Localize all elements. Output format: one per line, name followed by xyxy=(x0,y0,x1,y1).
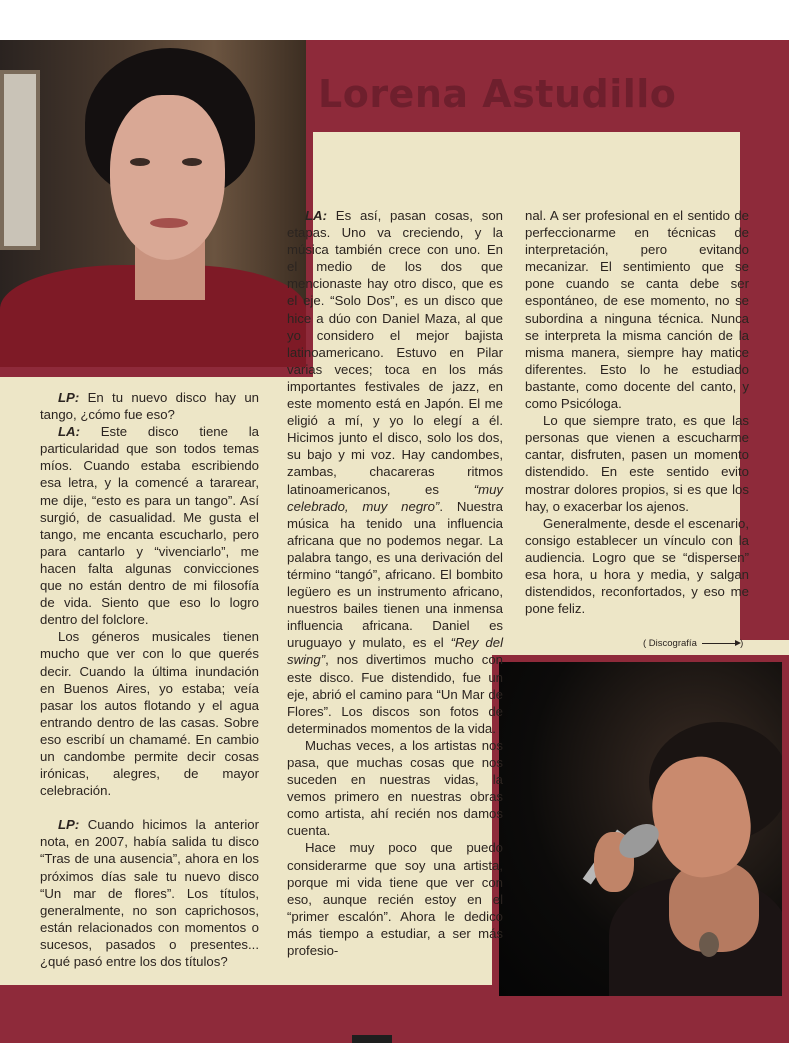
speaker-la: LA: xyxy=(58,424,80,440)
discografia-link[interactable] xyxy=(643,638,743,649)
paragraph-genres: Los géneros musicales tienen mucho que ver con lo que querés decir. Cuando la última inundación en Buenos Aires, yo estaba; veía pasar los autos flotando y el agua entrando dentro de las casas. Sobre eso escribí un chamamé. En cambio un candombe permite decir cosas irónicas, alegres, de mayor celebración. xyxy=(40,629,259,799)
paragraph-question-1 xyxy=(40,389,259,423)
paragraph-artists: Muchas veces, a los artistas nos pasa, que muchas cosas que nos suceden en nuestras vidas, la vemos primero en nuestras obras como artista, ahí recién nos damos cuenta. xyxy=(287,737,503,839)
photo-window xyxy=(0,70,40,250)
question-2-text: Cuando hicimos la anterior nota, en 2007, había salida tu disco “Tras de una ausencia”, ahora en los próximos días sale tu nuevo disco “Un mar de flores”. Los títulos, generalmente, no son caprichosos, están relacionados con momentos o sucesos, pasados o presentes... ¿qué pasó entre los dos títulos? xyxy=(40,817,259,969)
answer-2-text-3: , nos divertimos mucho con este disco. Fue distendido, fue un eje, abrió el camino para “Un Mar de Flores”. Los discos son fotos de determinados momentos de la vida. xyxy=(287,652,503,736)
paragraph-audience: Lo que siempre trato, es que las personas que vienen a escucharme cantar, disfruten, pasen un momento distendido. En este sentido evito mostrar dolores propios, si es que los hay, o exacerbar los ajenos. xyxy=(525,413,749,514)
photo-eye-right xyxy=(182,158,202,166)
photo-face xyxy=(110,95,225,260)
speaker-lp: LP: xyxy=(58,817,80,833)
singing-photo xyxy=(499,662,782,996)
text-column-2 xyxy=(287,207,503,959)
arrow-right-icon xyxy=(702,643,736,644)
text-column-3 xyxy=(525,207,749,617)
paragraph-question-2 xyxy=(40,816,259,970)
photo-eye-left xyxy=(130,158,150,166)
question-1-text: En tu nuevo disco hay un tango, ¿cómo fue eso? xyxy=(40,390,259,423)
answer-2-quote-2: “Rey del swing” xyxy=(287,635,504,668)
portrait-photo xyxy=(0,40,306,367)
text-column-1 xyxy=(40,389,259,970)
speaker-lp: LP: xyxy=(58,390,80,405)
answer-2-quote-1: “muy celebrado, muy negro” xyxy=(287,481,503,514)
paragraph-artist-self: Hace muy poco que puedo considerarme que soy una artista, porque mi vida tiene que ver con eso, aunque recién estoy en el “primer escalón”. Ahora le dedico más tiempo a estudiar, a ser más profesio- xyxy=(287,840,503,959)
answer-2-text-2: . Nuestra música ha tenido una influencia africana que no podemos negar. La palabra tango, es una derivación del término “tangó”, africano. El bombito legüero es un instrumento africano, nuestros bailes tienen una inmensa influencia africana. Daniel es uruguayo y mulato, es el xyxy=(287,498,503,651)
photo2-necklace xyxy=(699,932,719,957)
answer-2-text-1: Es así, pasan cosas, son etapas. Uno va creciendo, y la música también crece con uno. En el medio de los dos que mencionaste hay otro disco, que es el eje. “Solo Dos”, es un disco que hice a dúo con Daniel Maza, al que yo considero el mejor bajista latinoamericano. Estuvo en Pilar varias veces; toca en los más importantes festivales de jazz, en este momento está en Japón. El me eligió a mí, y yo lo elegí a él. Hicimos junto el disco, solo los dos, su bajo y mi voz. Hay candombes, zambas, chacareras ritmos latinoamericanos, es xyxy=(287,208,503,497)
answer-1-text: Este disco tiene la particularidad que son todos temas míos. Cuando estaba escribiendo esa letra, y la comencé a tararear, me dije, “esto es para un tango”. Así surgió, de casualidad. Me gusta el tango, me encanta escucharlo, pero para cantarlo y “vivenciarlo”, me hacen falta algunas convicciones que no están dentro de mi filosofía de vida. Siento que eso lo logro dentro del folclore. xyxy=(40,424,259,628)
photo-mouth xyxy=(150,218,188,228)
paragraph-stage: Generalmente, desde el escenario, consigo establecer un vínculo con la audiencia. Logro que se “dispersen” esa hora, u hora y media, y salgan distendidos, reconfortados, y eso me pone feliz. xyxy=(525,515,749,617)
discografia-label: ( Discografía xyxy=(643,638,697,649)
paragraph-answer-1 xyxy=(40,423,259,628)
paragraph-answer-2 xyxy=(287,207,503,737)
speaker-la: LA: xyxy=(305,208,327,223)
article-title: Lorena Astudillo xyxy=(318,72,677,116)
paragraph-professional: nal. A ser profesional en el sentido de perfeccionarme en técnicas de interpretación, pero evitando mecanizar. El sentimiento que se pone cuando se canta debe ser espontáneo, de ese momento, no se subordina a ninguna técnica. Nunca se interpreta la misma canción de la misma manera, siempre hay matice diferentes. Esto lo he estudiado bastante, como docente del canto, y como Psicóloga. xyxy=(525,208,749,412)
page-tab xyxy=(352,1035,392,1043)
discografia-close: ) xyxy=(740,638,744,649)
